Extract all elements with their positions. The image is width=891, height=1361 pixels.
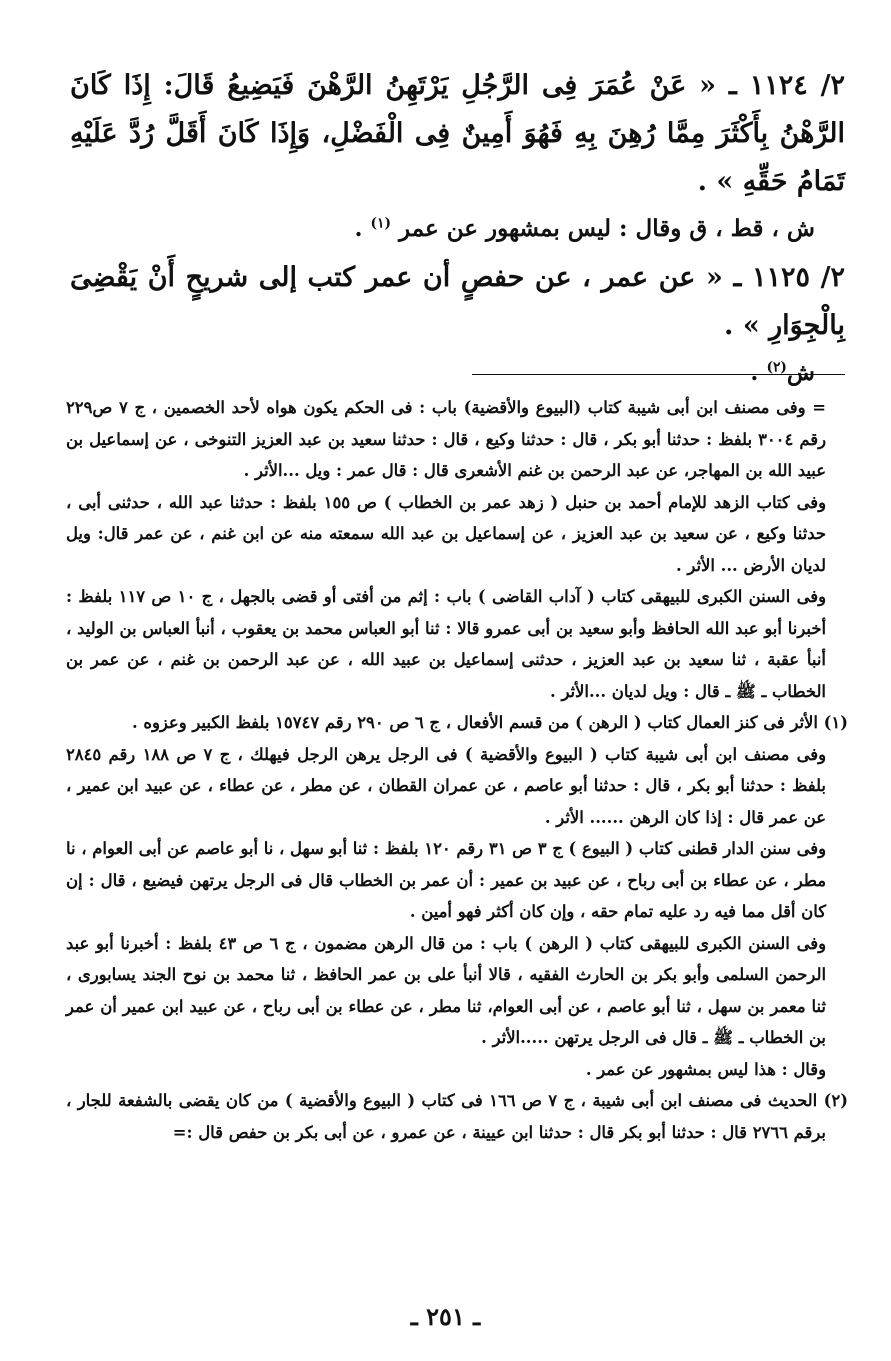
footnote-1-para-4: وفى السنن الكبرى للبيهقى كتاب ( الرهن ) باب : من قال الرهن مضمون ، ج ٦ ص ٤٣ بلفظ : أخبرنا أبو عبد الرحمن السلمى وأبو بكر بن الحارث الفقيه ، قالا أنبأ على بن عمر الحافظ ، ثنا محمد بن نوح الجند يسابورى ، ثنا معمر بن سهل ، ثنا أبو عاصم ، عن أبى العوام، ثنا مطر ، عن عطاء بن أبى رباح ، عن عبيد ابن عمير أن عمر بن الخطاب ـ ﷺ ـ قال فى الرجل يرتهن .....الأثر . [66, 933, 826, 1047]
hadith-1125-source-text: ش [786, 359, 815, 386]
page-number: ـ ٢٥١ ـ [410, 1302, 481, 1331]
footnote-ref-2: (٢) [766, 359, 787, 376]
footnote-continuation-3: وفى السنن الكبرى للبيهقى كتاب ( آداب القاضى ) باب : إثم من أفتى أو قضى بالجهل ، ج ١٠ ص ١١٧ بلفظ : أخبرنا أبو عبد الله الحافظ وأبو سعيد بن أبى عمرو قالا : ثنا أبو العباس محمد بن يعقوب ، أنبأ العباس بن الوليد ، أنبأ عقبة ، ثنا سعيد بن عبد العزيز ، حدثنى إسماعيل بن عبيد الله ، عن عبد الرحمن بن غنم ، عن عمر بن الخطاب ـ ﷺ ـ قال : ويل لديان ...الأثر . [66, 587, 826, 701]
hadith-1124-source: ش ، قط ، ق وقال : ليس بمشهور عن عمر $^{(١)}$ . [354, 215, 815, 242]
footnote-1-para-2: وفى مصنف ابن أبى شيبة كتاب ( البيوع والأقضية ) فى الرجل يرهن الرجل فيهلك ، ج ٧ ص ١٨٨ رقم ٢٨٤٥ بلفظ : حدثنا أبو بكر ، قال : حدثنا أبو عاصم ، عن عمران القطان ، عن مطر ، عن عطاء ، عن عبيد ابن عمير ، عن عمر قال : إذا كان الرهن ...... الأثر . [66, 744, 827, 827]
footnote-1-para-3: وفى سنن الدار قطنى كتاب ( البيوع ) ج ٣ ص ٣١ رقم ١٢٠ بلفظ : ثنا أبو سهل ، نا أبو عاصم عن أبى العوام ، نا مطر ، عن عطاء بن أبى رباح ، عن عبيد بن عمير : أن عمر بن الخطاب قال فى الرجل يرتهن فيضيع ، قال : إن كان أقل مما فيه رد عليه تمام حقه ، وإن كان أكثر فهو أمين . [66, 839, 826, 921]
hadith-1124-source-text: ش ، قط ، ق وقال : ليس بمشهور عن عمر [399, 215, 815, 242]
footnote-separator [472, 374, 845, 375]
hadith-1124: ٢/ ١١٢٤ ـ « عَنْ عُمَرَ فِى الرَّجُلِ يَرْتَهِنُ الرَّهْنَ فَيَضِيعُ قَالَ: إِذَا كَانَ الرَّهْنُ بِأَكْثَرَ مِمَّا رُهِنَ بِهِ فَهُوَ أَمِينٌ فِى الْفَضْلِ، وَإِذَا كَانَ أَقَلَّ رُدَّ عَلَيْهِ تَمَامُ حَقِّهِ » . [70, 70, 845, 197]
hadith-1125: ٢/ ١١٢٥ ـ « عن عمر ، عن حفصٍ أن عمر كتب إلى شريحٍ أَنْ يَقْضِىَ بِالْجِوَارِ » . [70, 262, 846, 341]
footnote-1: (١) الأثر فى كنز العمال كتاب ( الرهن ) من قسم الأفعال ، ج ٦ ص ٢٩٠ رقم ١٥٧٤٧ بلفظ الكبير وعزوه . [131, 713, 848, 732]
footnotes [66, 392, 848, 1148]
footnote-continuation-1: = وفى مصنف ابن أبى شيبة كتاب (البيوع والأقضية) باب : فى الحكم يكون هواه لأحد الخصمين ، ج ٧ ص٢٢٩ رقم ٣٠٠٤ بلفظ : حدثنا أبو بكر ، قال : حدثنا وكيع ، قال : حدثنا سعيد بن عبد العزيز التنوخى ، عن إسماعيل بن عبيد الله بن المهاجر، عن عبد الرحمن بن غنم الأشعرى قال : قال عمر : ويل ...الأثر . [66, 398, 826, 480]
main-text [70, 62, 845, 396]
hadith-1125-source: ش$^{(٢)}$ . [750, 359, 815, 386]
footnote-2: (٢) الحديث فى مصنف ابن أبى شيبة ، ج ٧ ص ١٦٦ فى كتاب ( البيوع والأقضية ) من كان يقضى بالشفعة للجار ، برقم ٢٧٦٦ قال : حدثنا أبو بكر قال : حدثنا ابن عيينة ، عن عمرو ، عن أبى بكر بن حفص قال := [66, 1091, 848, 1142]
footnote-1-para-5: وقال : هذا ليس بمشهور عن عمر . [585, 1059, 826, 1079]
footnote-ref-1: (١) [370, 215, 391, 232]
footnote-continuation-2: وفى كتاب الزهد للإمام أحمد بن حنبل ( زهد عمر بن الخطاب ) ص ١٥٥ بلفظ : حدثنا عبد الله ، حدثنى أبى ، حدثنا وكيع ، عن سعيد بن عبد العزيز ، عن إسماعيل بن عبد الله سمعته منه عن ابن غنم ، عن عمر قال: ويل لديان الأرض ... الأثر . [66, 492, 827, 575]
